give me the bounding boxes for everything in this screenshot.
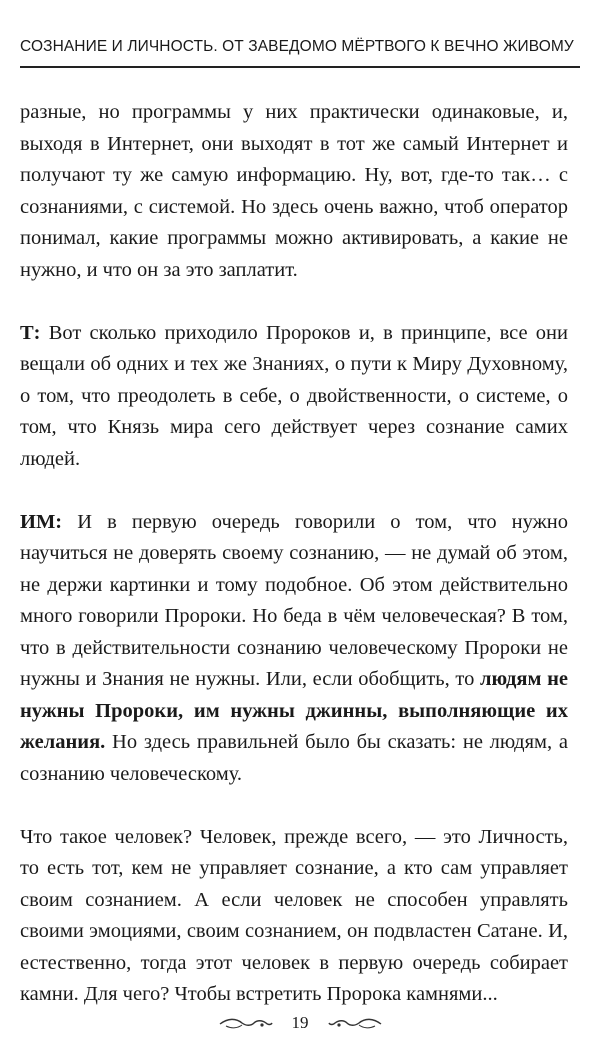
running-header: СОЗНАНИЕ И ЛИЧНОСТЬ. ОТ ЗАВЕДОМО МЁРТВОГО К ВЕЧНО ЖИВОМУ <box>20 38 574 55</box>
paragraph-3-text-after: Но здесь правильней было бы сказать: не людям, а сознанию человеческому. <box>20 731 568 785</box>
header-rule <box>20 66 580 68</box>
paragraph-3-bold-text: людям не нужны Пророки, им нужны джинны, выполняющие их желания. <box>20 668 568 753</box>
speaker-label-im: ИМ: <box>20 510 63 533</box>
paragraph-4-text: Что такое человек? Человек, прежде всего, — это Личность, то есть тот, кем не управляет сознание, а кто сам управляет своим сознанием. А если человек не способен управлять своими эмоциями, своим сознанием, он подвластен Сатане. И, естественно, тогда этот человек в первую очередь собирает камни. Для чего? Чтобы встретить Пророка камнями... <box>20 825 568 1005</box>
decorative-flourish-icon <box>327 1015 383 1031</box>
paragraph-3-text-before: И в первую очередь говорили о том, что нужно научиться не доверять своему сознанию, — не думай об этом, не держи картинки и тому подобное. Об этом действительно много говорили Пророки. Но беда в чём человеческая? В том, что в действительности сознанию человеческому Пророки не нужны и Знания не нужны. Или, если обобщить, то <box>20 510 568 690</box>
paragraph-1-text: разные, но программы у них практически одинаковые, и, выходя в Интернет, они выходят в тот же самый Интернет и получают ту же самую информацию. Ну, вот, где-то так… с сознаниями, с системой. Но здесь очень важно, чтоб оператор понимал, какие программы можно активировать, а какие не нужно, и что он за это заплатит. <box>20 101 568 281</box>
paragraph-4 <box>20 822 568 1011</box>
page-number: 19 <box>291 1013 309 1032</box>
body-text <box>20 97 568 1011</box>
paragraph-2 <box>20 318 568 476</box>
paragraph-1 <box>20 97 568 286</box>
paragraph-2-text: Вот сколько приходило Пророков и, в принципе, все они вещали об одних и тех же Знаниях, о пути к Миру Духовному, о том, что преодолеть в себе, о двойственности, о системе, о том, что Князь мира сего действует через сознание самих людей. <box>20 321 568 470</box>
page-footer <box>0 1006 600 1040</box>
speaker-label-t: Т: <box>20 321 41 344</box>
decorative-flourish-icon <box>218 1015 274 1031</box>
paragraph-3 <box>20 507 568 791</box>
